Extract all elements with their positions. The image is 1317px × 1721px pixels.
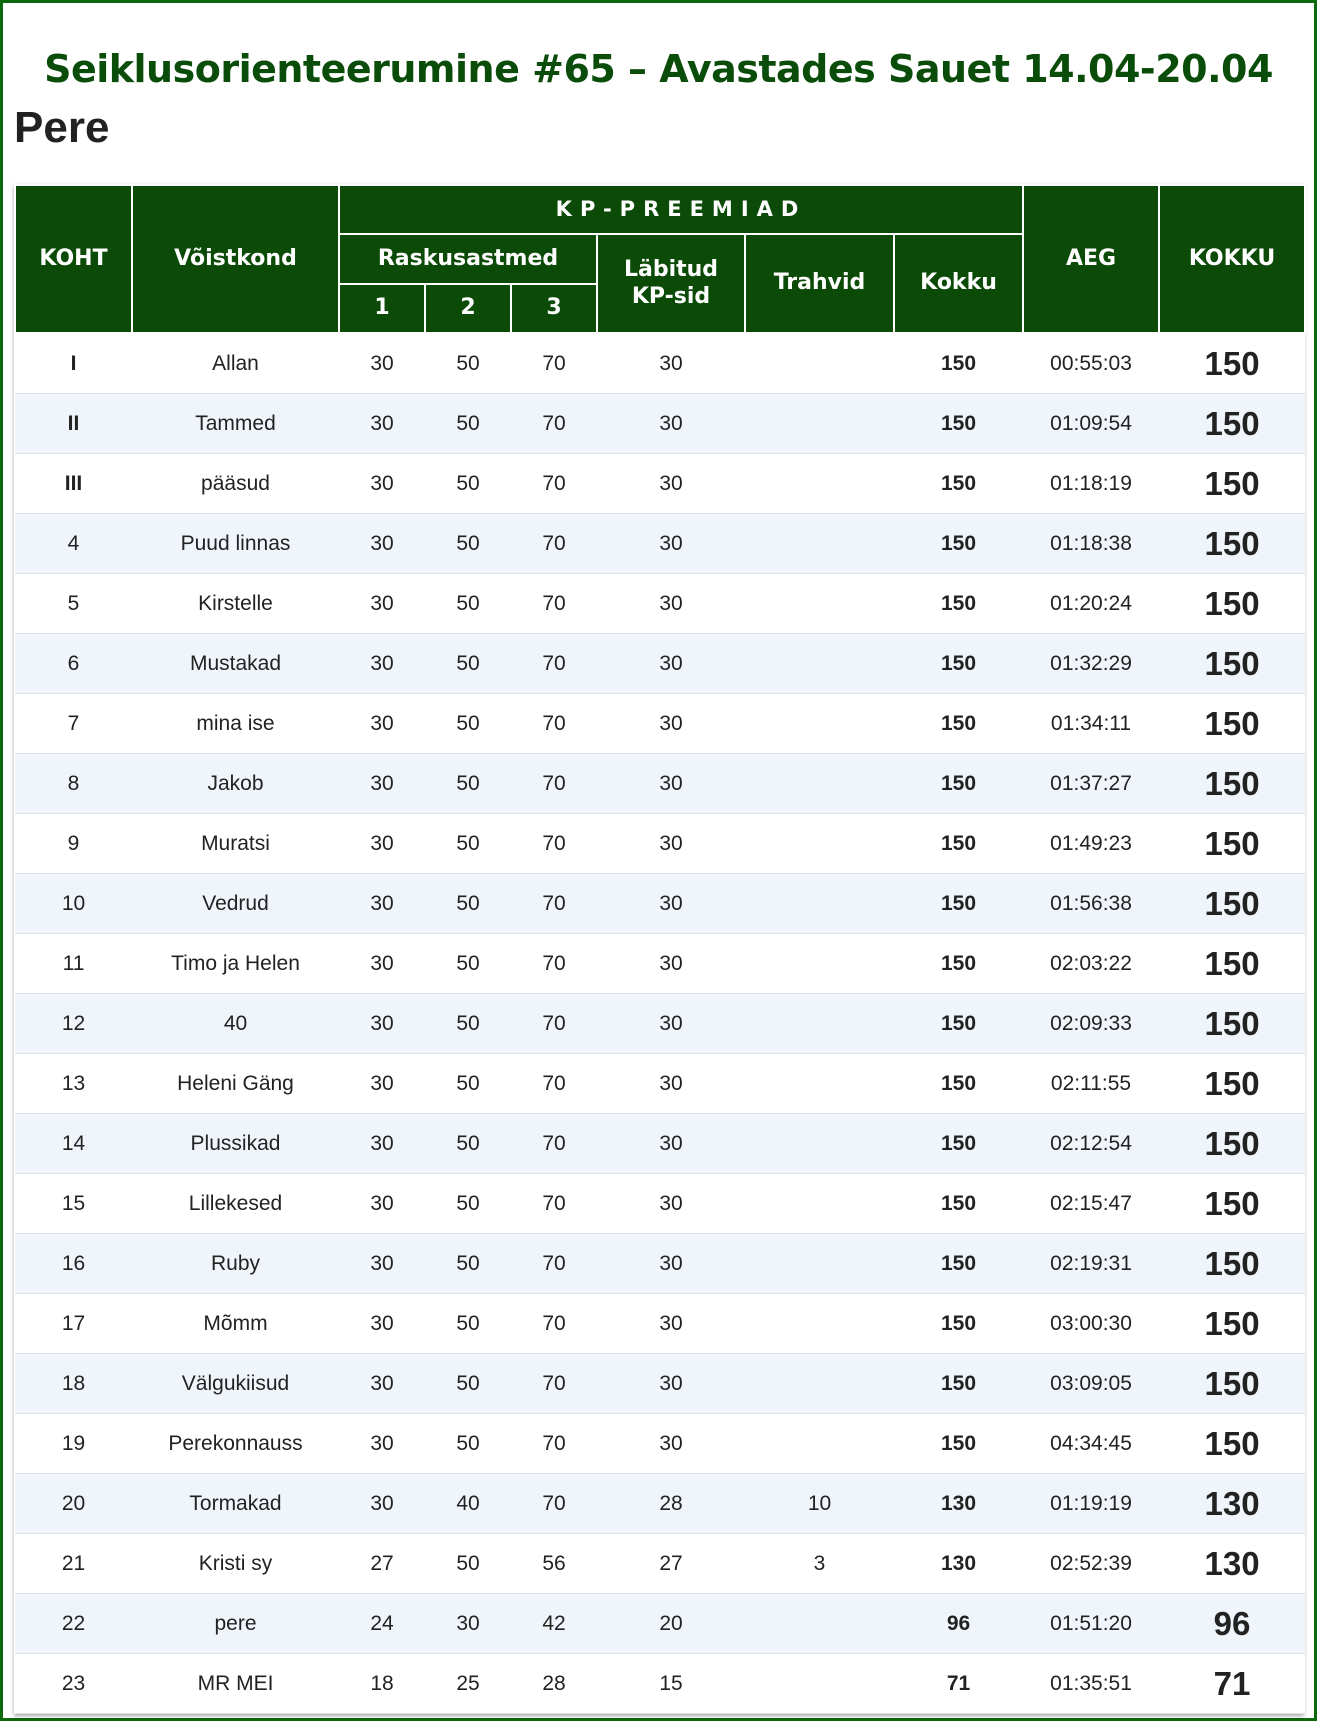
table-header	[15, 185, 1305, 333]
cell-kokku: 130	[894, 1474, 1023, 1534]
cell-team: Tormakad	[132, 1474, 339, 1534]
cell-team: Mõmm	[132, 1294, 339, 1354]
cell-level-1: 30	[339, 333, 425, 394]
cell-aeg: 01:34:11	[1023, 694, 1159, 754]
cell-trahvid	[745, 1114, 894, 1174]
cell-aeg: 02:19:31	[1023, 1234, 1159, 1294]
cell-kokku: 150	[894, 1414, 1023, 1474]
cell-kokku: 150	[894, 1174, 1023, 1234]
cell-koht: 22	[15, 1594, 132, 1654]
cell-kokku: 150	[894, 394, 1023, 454]
cell-level-3: 70	[511, 1054, 597, 1114]
table-row	[15, 1174, 1305, 1234]
cell-level-3: 56	[511, 1534, 597, 1594]
cell-trahvid: 3	[745, 1534, 894, 1594]
cell-team: 40	[132, 994, 339, 1054]
cell-koht: 20	[15, 1474, 132, 1534]
table-body	[15, 333, 1305, 1714]
cell-trahvid	[745, 1654, 894, 1714]
header-kp-preemiad: KP-PREEMIAD	[339, 185, 1023, 234]
cell-level-2: 50	[425, 994, 511, 1054]
cell-trahvid	[745, 1174, 894, 1234]
header-koht: KOHT	[15, 185, 132, 333]
category-heading: Pere	[14, 103, 110, 152]
cell-total: 150	[1159, 634, 1305, 694]
cell-team: Muratsi	[132, 814, 339, 874]
cell-level-2: 50	[425, 1114, 511, 1174]
cell-team: Ruby	[132, 1234, 339, 1294]
cell-aeg: 02:11:55	[1023, 1054, 1159, 1114]
cell-aeg: 01:49:23	[1023, 814, 1159, 874]
cell-total: 150	[1159, 514, 1305, 574]
cell-koht: 5	[15, 574, 132, 634]
cell-level-3: 70	[511, 694, 597, 754]
cell-level-3: 70	[511, 634, 597, 694]
cell-team: Välgukiisud	[132, 1354, 339, 1414]
cell-labitud: 30	[597, 1294, 745, 1354]
header-labitud-line2: KP-sid	[631, 283, 711, 309]
cell-koht: 9	[15, 814, 132, 874]
cell-trahvid	[745, 1594, 894, 1654]
cell-trahvid	[745, 394, 894, 454]
cell-level-3: 70	[511, 934, 597, 994]
cell-kokku: 96	[894, 1594, 1023, 1654]
table-row	[15, 874, 1305, 934]
table-row	[15, 694, 1305, 754]
table-row	[15, 1354, 1305, 1414]
cell-aeg: 03:09:05	[1023, 1354, 1159, 1414]
cell-labitud: 30	[597, 574, 745, 634]
header-level-2: 2	[425, 284, 511, 333]
cell-koht: 4	[15, 514, 132, 574]
cell-level-1: 30	[339, 514, 425, 574]
cell-team: pääsud	[132, 454, 339, 514]
cell-koht: 13	[15, 1054, 132, 1114]
cell-level-2: 50	[425, 934, 511, 994]
cell-total: 150	[1159, 574, 1305, 634]
cell-labitud: 20	[597, 1594, 745, 1654]
cell-aeg: 02:03:22	[1023, 934, 1159, 994]
cell-kokku: 71	[894, 1654, 1023, 1714]
cell-level-1: 30	[339, 394, 425, 454]
cell-koht: 6	[15, 634, 132, 694]
cell-team: Jakob	[132, 754, 339, 814]
cell-trahvid	[745, 1354, 894, 1414]
table-row	[15, 934, 1305, 994]
table-row	[15, 1234, 1305, 1294]
cell-labitud: 30	[597, 454, 745, 514]
table-row	[15, 1654, 1305, 1714]
cell-aeg: 01:09:54	[1023, 394, 1159, 454]
cell-level-1: 30	[339, 634, 425, 694]
cell-kokku: 150	[894, 754, 1023, 814]
cell-total: 150	[1159, 394, 1305, 454]
cell-level-3: 70	[511, 1294, 597, 1354]
cell-team: Puud linnas	[132, 514, 339, 574]
table-row	[15, 754, 1305, 814]
cell-trahvid	[745, 934, 894, 994]
cell-level-2: 40	[425, 1474, 511, 1534]
cell-kokku: 150	[894, 574, 1023, 634]
cell-koht: 16	[15, 1234, 132, 1294]
cell-team: Perekonnauss	[132, 1414, 339, 1474]
cell-total: 150	[1159, 1354, 1305, 1414]
cell-level-1: 30	[339, 1414, 425, 1474]
cell-aeg: 01:19:19	[1023, 1474, 1159, 1534]
cell-labitud: 30	[597, 694, 745, 754]
cell-team: Kristi sy	[132, 1534, 339, 1594]
cell-trahvid	[745, 874, 894, 934]
cell-labitud: 30	[597, 333, 745, 394]
header-labitud	[597, 234, 745, 333]
cell-level-1: 30	[339, 1474, 425, 1534]
cell-total: 150	[1159, 874, 1305, 934]
cell-team: mina ise	[132, 694, 339, 754]
cell-team: Mustakad	[132, 634, 339, 694]
cell-labitud: 30	[597, 1414, 745, 1474]
cell-labitud: 30	[597, 754, 745, 814]
cell-level-1: 30	[339, 814, 425, 874]
cell-team: Kirstelle	[132, 574, 339, 634]
cell-koht: I	[15, 333, 132, 394]
cell-level-3: 70	[511, 1414, 597, 1474]
cell-level-3: 70	[511, 394, 597, 454]
cell-kokku: 150	[894, 333, 1023, 394]
cell-level-3: 70	[511, 333, 597, 394]
cell-labitud: 30	[597, 1114, 745, 1174]
header-level-3: 3	[511, 284, 597, 333]
cell-labitud: 30	[597, 394, 745, 454]
cell-koht: 10	[15, 874, 132, 934]
cell-level-2: 50	[425, 1174, 511, 1234]
cell-level-3: 70	[511, 1354, 597, 1414]
cell-koht: 17	[15, 1294, 132, 1354]
cell-aeg: 01:18:38	[1023, 514, 1159, 574]
cell-labitud: 30	[597, 814, 745, 874]
cell-kokku: 150	[894, 1234, 1023, 1294]
cell-kokku: 150	[894, 814, 1023, 874]
cell-level-2: 30	[425, 1594, 511, 1654]
cell-kokku: 150	[894, 1294, 1023, 1354]
cell-aeg: 01:32:29	[1023, 634, 1159, 694]
cell-trahvid	[745, 1054, 894, 1114]
header-trahvid: Trahvid	[745, 234, 894, 333]
cell-aeg: 01:18:19	[1023, 454, 1159, 514]
cell-total: 150	[1159, 1054, 1305, 1114]
cell-kokku: 150	[894, 994, 1023, 1054]
cell-level-2: 50	[425, 1534, 511, 1594]
cell-level-3: 70	[511, 454, 597, 514]
cell-level-2: 50	[425, 394, 511, 454]
cell-aeg: 02:09:33	[1023, 994, 1159, 1054]
cell-level-3: 70	[511, 874, 597, 934]
cell-team: Vedrud	[132, 874, 339, 934]
cell-kokku: 150	[894, 1054, 1023, 1114]
table-row	[15, 1534, 1305, 1594]
cell-trahvid	[745, 994, 894, 1054]
cell-level-3: 70	[511, 1474, 597, 1534]
cell-labitud: 30	[597, 994, 745, 1054]
cell-koht: 19	[15, 1414, 132, 1474]
cell-aeg: 01:37:27	[1023, 754, 1159, 814]
table-row	[15, 333, 1305, 394]
cell-level-1: 30	[339, 1114, 425, 1174]
table-row	[15, 1594, 1305, 1654]
table-row	[15, 1054, 1305, 1114]
cell-aeg: 02:52:39	[1023, 1534, 1159, 1594]
cell-level-3: 70	[511, 994, 597, 1054]
cell-kokku: 150	[894, 874, 1023, 934]
cell-level-1: 30	[339, 1234, 425, 1294]
cell-level-1: 30	[339, 1354, 425, 1414]
cell-level-3: 70	[511, 574, 597, 634]
cell-level-2: 50	[425, 1054, 511, 1114]
header-aeg: AEG	[1023, 185, 1159, 333]
cell-labitud: 30	[597, 1054, 745, 1114]
cell-total: 150	[1159, 1414, 1305, 1474]
cell-level-1: 30	[339, 874, 425, 934]
cell-koht: 8	[15, 754, 132, 814]
table-row	[15, 994, 1305, 1054]
cell-kokku: 130	[894, 1534, 1023, 1594]
cell-labitud: 30	[597, 634, 745, 694]
cell-kokku: 150	[894, 1354, 1023, 1414]
cell-labitud: 30	[597, 514, 745, 574]
table-row	[15, 1474, 1305, 1534]
header-voistkond: Võistkond	[132, 185, 339, 333]
cell-aeg: 03:00:30	[1023, 1294, 1159, 1354]
cell-team: Timo ja Helen	[132, 934, 339, 994]
cell-labitud: 27	[597, 1534, 745, 1594]
cell-team: MR MEI	[132, 1654, 339, 1714]
cell-level-1: 30	[339, 1294, 425, 1354]
cell-koht: 12	[15, 994, 132, 1054]
cell-total: 150	[1159, 1114, 1305, 1174]
header-kokku: KOKKU	[1159, 185, 1305, 333]
cell-level-1: 30	[339, 934, 425, 994]
cell-total: 130	[1159, 1534, 1305, 1594]
cell-level-2: 50	[425, 694, 511, 754]
cell-level-3: 70	[511, 754, 597, 814]
cell-level-2: 25	[425, 1654, 511, 1714]
cell-total: 150	[1159, 694, 1305, 754]
cell-kokku: 150	[894, 634, 1023, 694]
cell-labitud: 30	[597, 1174, 745, 1234]
cell-total: 150	[1159, 754, 1305, 814]
cell-trahvid	[745, 1294, 894, 1354]
header-raskusastmed: Raskusastmed	[339, 234, 597, 284]
cell-trahvid	[745, 333, 894, 394]
table-row	[15, 454, 1305, 514]
cell-total: 96	[1159, 1594, 1305, 1654]
cell-level-3: 70	[511, 1114, 597, 1174]
cell-aeg: 02:15:47	[1023, 1174, 1159, 1234]
cell-level-1: 18	[339, 1654, 425, 1714]
cell-team: Heleni Gäng	[132, 1054, 339, 1114]
cell-team: pere	[132, 1594, 339, 1654]
cell-aeg: 00:55:03	[1023, 333, 1159, 394]
cell-level-1: 30	[339, 1174, 425, 1234]
cell-aeg: 01:51:20	[1023, 1594, 1159, 1654]
cell-trahvid	[745, 814, 894, 874]
cell-koht: 21	[15, 1534, 132, 1594]
cell-total: 150	[1159, 1294, 1305, 1354]
cell-koht: 7	[15, 694, 132, 754]
cell-level-3: 28	[511, 1654, 597, 1714]
cell-koht: 11	[15, 934, 132, 994]
cell-level-1: 30	[339, 754, 425, 814]
cell-level-2: 50	[425, 754, 511, 814]
cell-total: 150	[1159, 333, 1305, 394]
page-title: Seiklusorienteerumine #65 – Avastades Sauet 14.04-20.04	[44, 47, 1273, 91]
cell-total: 71	[1159, 1654, 1305, 1714]
cell-labitud: 15	[597, 1654, 745, 1714]
cell-kokku: 150	[894, 694, 1023, 754]
cell-total: 150	[1159, 934, 1305, 994]
cell-trahvid	[745, 634, 894, 694]
cell-koht: 18	[15, 1354, 132, 1414]
cell-level-2: 50	[425, 1294, 511, 1354]
cell-level-1: 24	[339, 1594, 425, 1654]
cell-level-1: 30	[339, 454, 425, 514]
cell-total: 130	[1159, 1474, 1305, 1534]
cell-total: 150	[1159, 1174, 1305, 1234]
cell-trahvid	[745, 754, 894, 814]
cell-labitud: 30	[597, 874, 745, 934]
cell-trahvid	[745, 694, 894, 754]
cell-koht: 23	[15, 1654, 132, 1714]
cell-level-2: 50	[425, 1354, 511, 1414]
cell-team: Tammed	[132, 394, 339, 454]
cell-koht: II	[15, 394, 132, 454]
cell-trahvid	[745, 454, 894, 514]
cell-level-3: 70	[511, 1174, 597, 1234]
cell-level-2: 50	[425, 634, 511, 694]
cell-level-3: 70	[511, 514, 597, 574]
cell-level-2: 50	[425, 814, 511, 874]
cell-trahvid	[745, 1234, 894, 1294]
cell-trahvid	[745, 1414, 894, 1474]
header-kokku-small: Kokku	[894, 234, 1023, 333]
header-labitud-line1: Läbitud	[623, 257, 719, 283]
cell-level-2: 50	[425, 454, 511, 514]
table-row	[15, 1414, 1305, 1474]
cell-level-3: 70	[511, 1234, 597, 1294]
cell-aeg: 01:56:38	[1023, 874, 1159, 934]
cell-koht: 15	[15, 1174, 132, 1234]
header-level-1: 1	[339, 284, 425, 333]
results-table	[14, 184, 1306, 1714]
table-row	[15, 634, 1305, 694]
cell-level-2: 50	[425, 514, 511, 574]
table-row	[15, 394, 1305, 454]
cell-level-1: 30	[339, 1054, 425, 1114]
cell-labitud: 30	[597, 934, 745, 994]
cell-level-3: 70	[511, 814, 597, 874]
cell-trahvid: 10	[745, 1474, 894, 1534]
cell-labitud: 28	[597, 1474, 745, 1534]
cell-koht: 14	[15, 1114, 132, 1174]
cell-trahvid	[745, 514, 894, 574]
cell-total: 150	[1159, 454, 1305, 514]
cell-total: 150	[1159, 994, 1305, 1054]
cell-total: 150	[1159, 1234, 1305, 1294]
results-table-container	[14, 184, 1304, 1714]
cell-aeg: 02:12:54	[1023, 1114, 1159, 1174]
cell-level-2: 50	[425, 333, 511, 394]
cell-labitud: 30	[597, 1234, 745, 1294]
table-row	[15, 514, 1305, 574]
cell-koht: III	[15, 454, 132, 514]
cell-level-2: 50	[425, 1414, 511, 1474]
table-row	[15, 1114, 1305, 1174]
cell-trahvid	[745, 574, 894, 634]
cell-kokku: 150	[894, 514, 1023, 574]
table-row	[15, 1294, 1305, 1354]
cell-kokku: 150	[894, 934, 1023, 994]
cell-team: Allan	[132, 333, 339, 394]
cell-level-1: 30	[339, 994, 425, 1054]
cell-total: 150	[1159, 814, 1305, 874]
cell-level-2: 50	[425, 874, 511, 934]
cell-level-1: 30	[339, 574, 425, 634]
cell-aeg: 01:20:24	[1023, 574, 1159, 634]
cell-aeg: 01:35:51	[1023, 1654, 1159, 1714]
cell-kokku: 150	[894, 454, 1023, 514]
table-row	[15, 814, 1305, 874]
cell-team: Lillekesed	[132, 1174, 339, 1234]
cell-labitud: 30	[597, 1354, 745, 1414]
cell-team: Plussikad	[132, 1114, 339, 1174]
table-row	[15, 574, 1305, 634]
cell-aeg: 04:34:45	[1023, 1414, 1159, 1474]
cell-level-2: 50	[425, 574, 511, 634]
cell-level-1: 27	[339, 1534, 425, 1594]
cell-level-1: 30	[339, 694, 425, 754]
cell-level-3: 42	[511, 1594, 597, 1654]
cell-level-2: 50	[425, 1234, 511, 1294]
cell-kokku: 150	[894, 1114, 1023, 1174]
